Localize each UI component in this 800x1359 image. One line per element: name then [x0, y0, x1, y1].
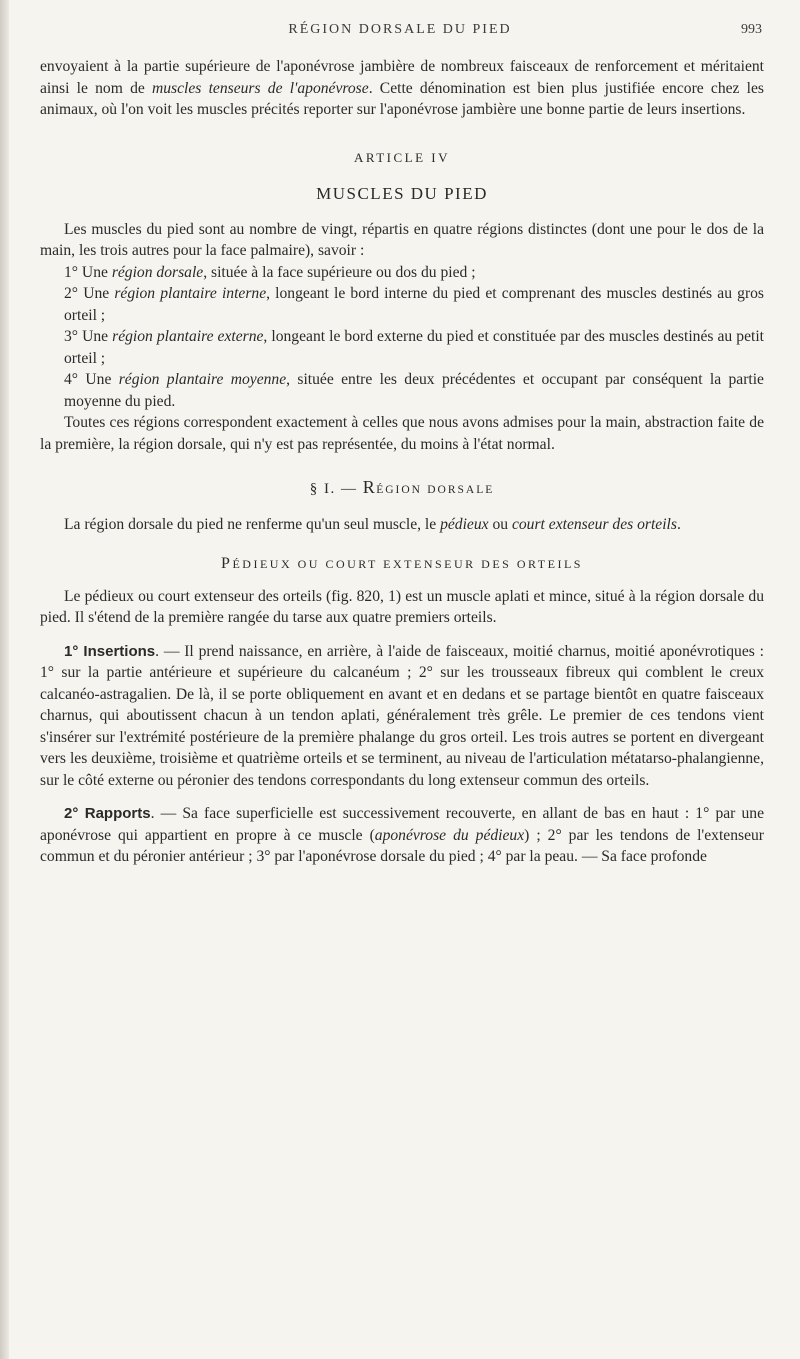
paragraph-gap	[40, 791, 764, 803]
region-desc: , longeant le bord interne du pied et comprenant des muscles destinés au gros orteil ;	[64, 285, 764, 324]
section-word2: DORSALE	[427, 484, 495, 496]
subsection-heading	[40, 553, 764, 576]
region-num: 1° Une	[64, 263, 112, 281]
region-desc: , longeant le bord externe du pied et constituée par des muscles destinés au petit orteil ;	[64, 328, 764, 367]
region-name: région plantaire interne	[114, 285, 267, 302]
rapports-emphasis: aponévrose du pédieux	[374, 826, 525, 844]
section-heading	[40, 477, 764, 502]
rapports-label: 2° Rapports	[64, 805, 151, 822]
section-initial: R	[362, 477, 377, 497]
paragraph-toutes: Toutes ces régions correspondent exactement à celles que nous avons admises pour la main, abstraction faite de la première, la région dorsale, qui n'y est pas représentée, du moins à l'état normal.	[40, 414, 764, 453]
page-number: 993	[741, 22, 762, 37]
region-desc: , située entre les deux précédentes et occupant par conséquent la partie moyenne du pied.	[64, 371, 764, 410]
insertions-text: . — Il prend naissance, en arrière, à l'aide de faisceaux, moitié charnus, moitié aponévrotiques : 1° sur la partie antérieure et supérieure du calcanéum ; 2° sur les trousseaux fibreux qui comblent le creux calcanéo-astragalien. De là, il se porte obliquement en avant et en dedans et se partage bientôt en quatre faisceaux charnus, qui aboutissent chacun à un tendon aplati, généralement très grêle. Le premier de ces tendons vient s'insérer sur l'extrémité postérieure de la première phalange du gros orteil. Les trois autres se portent en divergeant vers les deuxième, troisième et quatrième orteils et se terminent, au niveau de l'articulation métatarso-phalangienne, sur le côté externe ou péronier des tendons correspondants du long extenseur commun des orteils.	[40, 642, 764, 789]
dorsale-text-a: La région dorsale du pied ne renferme qu'un seul muscle, le	[64, 515, 441, 533]
intro-emphasis: muscles tenseurs de l'aponévrose	[152, 79, 369, 97]
paragraph-rapports	[40, 803, 764, 868]
paragraph-pedieux: Le pédieux ou court extenseur des orteils (fig. 820, 1) est un muscle aplati et mince, situé à la région dorsale du pied. Il s'étend de la première rangée du tarse aux quatre premiers orteils.	[40, 587, 764, 626]
intro-text-b: . Cette dénomination est bien plus justifiée encore chez les animaux, où l'on voit les muscles précités reporter sur l'aponévrose jambière une bonne partie de leurs insertions.	[40, 79, 764, 118]
dorsale-text-c: .	[676, 515, 681, 533]
region-num: 4° Une	[64, 371, 119, 388]
dorsale-em-1: pédieux	[440, 515, 489, 533]
paragraph-dorsale	[40, 514, 764, 536]
subsection-initial: P	[221, 555, 233, 572]
intro-text-a: envoyaient à la partie supérieure de l'aponévrose jambière de nombreux faisceaux de renforcement et méritaient ainsi le nom de	[40, 58, 764, 97]
section-prefix: § I. —	[309, 481, 363, 497]
dorsale-em-2: court extenseur des orteils	[511, 515, 677, 533]
page-left-edge	[0, 0, 9, 1359]
region-name: région dorsale	[111, 263, 204, 281]
dorsale-text-b: ou	[488, 515, 512, 533]
region-item-2	[40, 283, 764, 326]
region-num: 2° Une	[64, 285, 115, 302]
section-word1: ÉGION	[376, 484, 422, 496]
paragraph-intro	[40, 56, 764, 121]
page-body	[40, 56, 764, 868]
insertions-label: 1° Insertions	[64, 642, 156, 660]
rapports-text-b: ) ; 2° par les tendons de l'extenseur commun et du péronier antérieur ; 3° par l'aponévrose dorsale du pied ; 4° par la peau. — Sa face profonde	[40, 826, 764, 865]
region-item-3	[40, 326, 764, 369]
region-name: région plantaire externe	[112, 328, 264, 345]
paragraph-insertions	[40, 641, 764, 792]
subsection-rest: OU COURT EXTENSEUR DES ORTEILS	[297, 557, 583, 571]
paragraph-regions: Les muscles du pied sont au nombre de vingt, répartis en quatre régions distinctes (dont une pour le dos de la main, les trois autres pour la face palmaire), savoir :	[40, 220, 764, 259]
paragraph-gap	[40, 629, 764, 641]
running-head: RÉGION DORSALE DU PIED	[288, 22, 512, 37]
subsection-word1: ÉDIEUX	[232, 557, 293, 571]
region-num: 3° Une	[64, 328, 113, 345]
region-item-1	[40, 262, 764, 284]
article-label: ARTICLE IV	[353, 149, 451, 165]
chapter-title: MUSCLES DU PIED	[316, 184, 488, 203]
region-item-4	[40, 369, 764, 412]
region-name: région plantaire moyenne	[118, 371, 287, 388]
region-desc: , située à la face supérieure ou dos du pied ;	[203, 263, 476, 281]
rapports-text-a: . — Sa face superficielle est successivement recouverte, en allant de bas en haut : 1° par une aponévrose qui appartient en propre à ce muscle (	[40, 805, 764, 844]
